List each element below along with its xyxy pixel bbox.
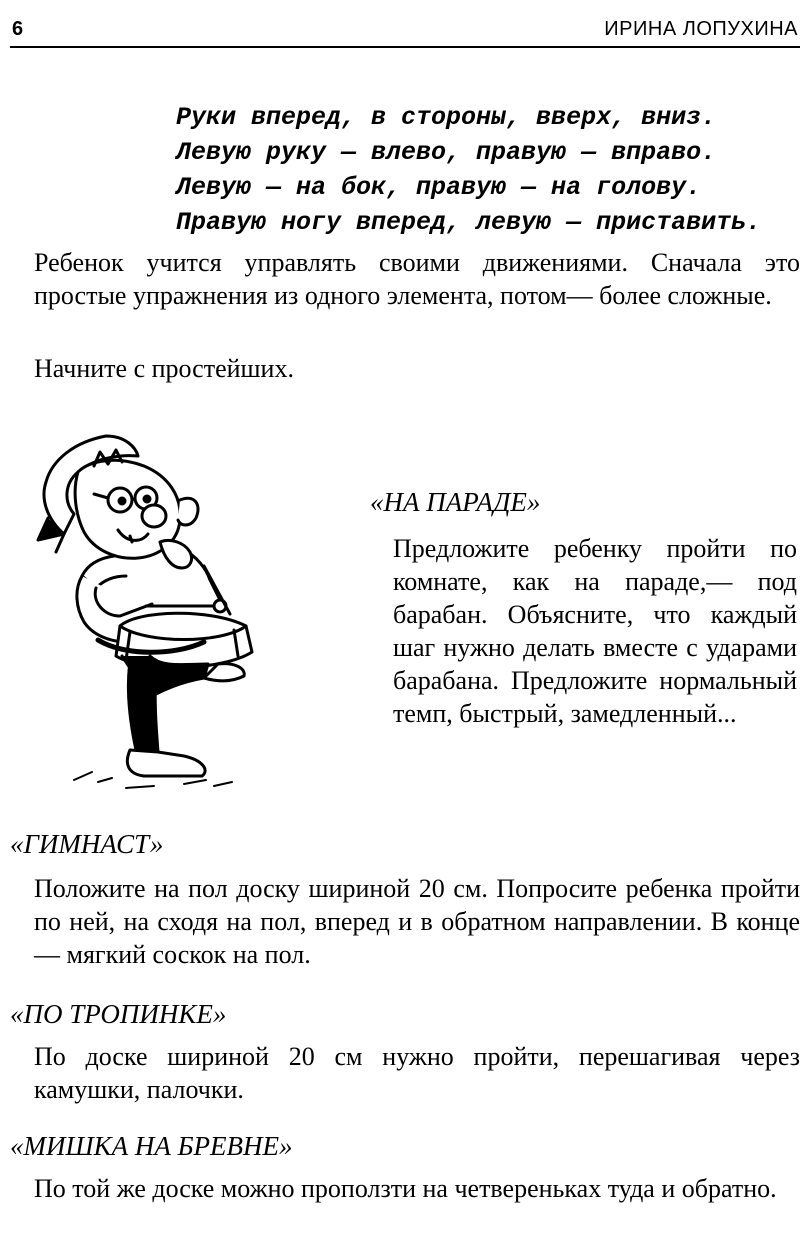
exercise-title-na-parade: «НА ПАРАДЕ»	[370, 487, 541, 517]
running-head-author: ИРИНА ЛОПУХИНА	[604, 18, 798, 40]
poem-block	[176, 100, 761, 240]
poem-line: Руки вперед, в стороны, вверх, вниз.	[176, 103, 717, 132]
exercise-title-po-tropinke: «ПО ТРОПИНКЕ»	[10, 999, 227, 1029]
exercise-text-na-parade: Предложите ребенку пройти по комнате, как на параде,— под барабан. Объясните, что каждый шаг нужно делать вместе с ударами барабана. Предложите нормальный темп, быстрый, замедленный...	[393, 534, 797, 728]
poem-line: Правую ногу вперед, левую — приставить.	[176, 208, 762, 237]
poem-line: Левую — на бок, правую — на голову.	[176, 173, 702, 202]
intro-lead: Начните с простейших.	[34, 354, 294, 383]
exercise-text-gimnast: Положите на пол доску шириной 20 см. Попросите ребенка пройти по ней, на сходя на пол, вперед и в обратном направлении. В конце — мягкий соскок на пол.	[34, 874, 800, 969]
exercise-text-mishka-na-brevne: По той же доске можно проползти на четвереньках туда и обратно.	[34, 1174, 777, 1203]
exercise-title-gimnast: «ГИМНАСТ»	[10, 829, 164, 859]
page-number: 6	[12, 18, 24, 40]
page-header	[10, 12, 800, 48]
exercise-text-po-tropinke: По доске шириной 20 см нужно пройти, перешагивая через камушки, палочки.	[34, 1042, 800, 1104]
exercise-title-mishka-na-brevne: «МИШКА НА БРЕВНЕ»	[10, 1131, 293, 1161]
drummer-boy-illustration	[34, 430, 256, 798]
poem-line: Левую руку — влево, правую — вправо.	[176, 138, 717, 167]
intro-paragraph: Ребенок учится управлять своими движениями. Сначала это простые упражнения из одного элемента, потом— более сложные.	[34, 248, 800, 310]
